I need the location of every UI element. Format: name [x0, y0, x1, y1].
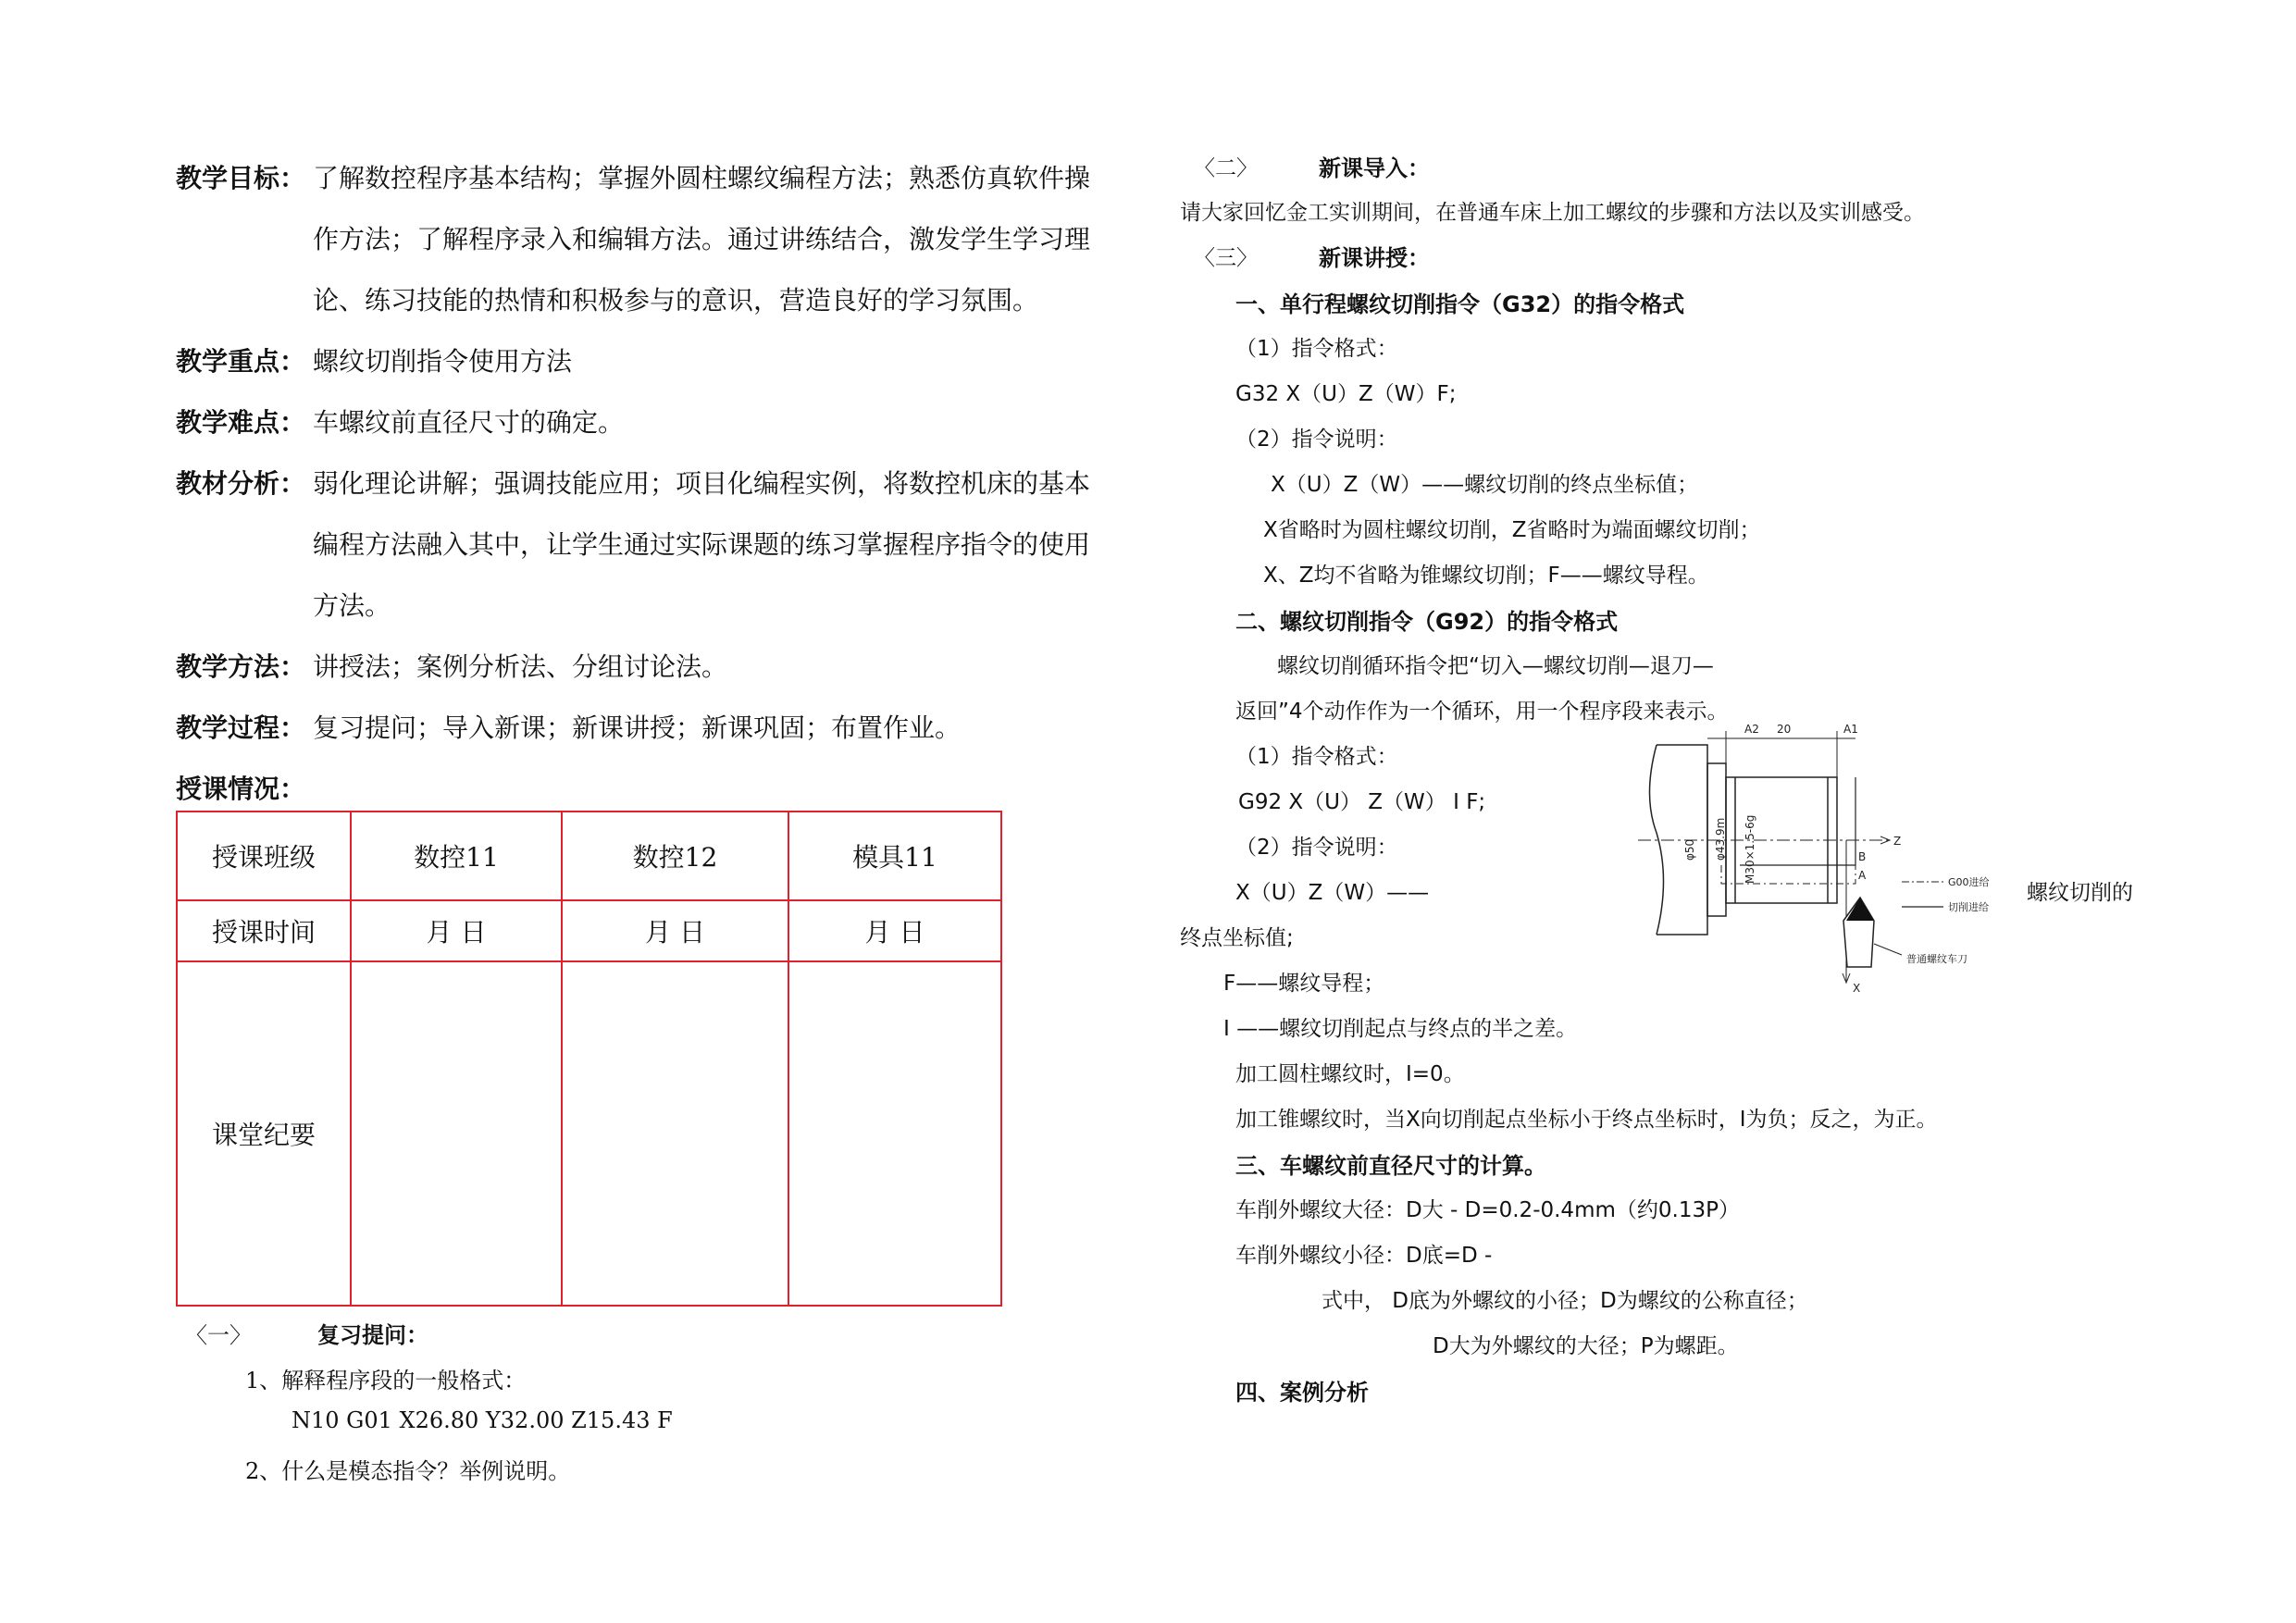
review-title: 复习提问： — [317, 1322, 428, 1348]
goal-line-2: 作方法；了解程序录入和编辑方法。通过讲练结合，激发学生学习理 — [313, 224, 1091, 254]
g92-explain-label: （2）指令说明： — [1235, 836, 1398, 860]
table-cell: 课堂纪要 — [177, 961, 351, 1306]
dim-label: A1 — [1843, 723, 1858, 736]
heading-g32: 一、单行程螺纹切削指令（G32）的指令格式 — [1235, 291, 1685, 317]
g92-text-2: 返回”4个动作作为一个循环，用一个程序段来表示。 — [1235, 700, 1729, 724]
lecture-title: 新课讲授： — [1319, 245, 1430, 271]
situation-label: 授课情况： — [176, 774, 306, 804]
thread-cutting-diagram — [1638, 722, 2156, 999]
table-cell: 月 日 — [562, 900, 788, 961]
g92-explain-3: I ——螺纹切削起点与终点的半之差。 — [1223, 1017, 1578, 1041]
review-number: 〈一〉 — [185, 1322, 252, 1348]
g92-text-1: 螺纹切削循环指令把“切入—螺纹切削—退刀— — [1277, 654, 1714, 678]
process-label: 教学过程： — [176, 712, 306, 743]
difficulty-text: 车螺纹前直径尺寸的确定。 — [313, 407, 625, 438]
difficulty-label: 教学难点： — [176, 407, 306, 438]
table-row — [177, 812, 1001, 900]
g32-explain-1: X（U）Z（W）——螺纹切削的终点坐标值； — [1271, 473, 1699, 497]
goal-label: 教学目标： — [176, 163, 306, 193]
diameter-line-1: 车削外螺纹大径：D大 - D=0.2-0.4mm（约0.13P） — [1235, 1198, 1740, 1222]
table-cell: 数控12 — [562, 812, 788, 900]
diameter-label: φ50 — [1683, 838, 1696, 861]
method-text: 讲授法；案例分析法、分组讨论法。 — [313, 651, 728, 682]
method-label: 教学方法： — [176, 651, 306, 682]
lecture-number: 〈三〉 — [1194, 246, 1258, 270]
table-cell: 月 日 — [788, 900, 1001, 961]
g32-format: G32 X（U）Z（W）F; — [1235, 382, 1457, 406]
g32-explain-label: （2）指令说明： — [1235, 427, 1398, 452]
point-b-label: B — [1858, 850, 1867, 863]
diameter-line-3: 式中， D底为外螺纹的小径；D为螺纹的公称直径； — [1322, 1289, 1808, 1313]
thread-label: M30×1.5-6g — [1744, 814, 1756, 884]
g92-format: G92 X（U） Z（W） I F; — [1238, 790, 1486, 814]
table-cell — [562, 961, 788, 1306]
table-cell: 授课班级 — [177, 812, 351, 900]
material-line-1: 弱化理论讲解；强调技能应用；项目化编程实例，将数控机床的基本 — [313, 468, 1091, 499]
g92-explain-4: 加工圆柱螺纹时，I=0。 — [1235, 1062, 1465, 1086]
heading-g92: 二、螺纹切削指令（G92）的指令格式 — [1235, 609, 1619, 635]
table-cell — [351, 961, 562, 1306]
table-cell — [788, 961, 1001, 1306]
key-text: 螺纹切削指令使用方法 — [313, 346, 573, 377]
tool-label: 普通螺纹车刀 — [1906, 953, 1967, 965]
intro-number: 〈二〉 — [1194, 156, 1258, 180]
dim-label: 20 — [1777, 723, 1792, 736]
g32-format-label: （1）指令格式： — [1235, 337, 1398, 361]
g92-explain-1-cont: 终点坐标值; — [1180, 926, 1294, 950]
key-label: 教学重点： — [176, 346, 306, 377]
g92-format-label: （1）指令格式： — [1235, 745, 1398, 769]
tool-tip-icon — [1846, 898, 1874, 921]
heading-diameter: 三、车螺纹前直径尺寸的计算。 — [1235, 1153, 1546, 1179]
table-cell: 数控11 — [351, 812, 562, 900]
process-text: 复习提问；导入新课；新课讲授；新课巩固；布置作业。 — [313, 712, 962, 743]
point-a-label: A — [1858, 869, 1867, 882]
diameter-label: φ43.9m — [1714, 817, 1727, 861]
table-cell: 模具11 — [788, 812, 1001, 900]
diameter-line-4: D大为外螺纹的大径；P为螺距。 — [1433, 1334, 1739, 1358]
table-row — [177, 961, 1001, 1306]
table-cell: 授课时间 — [177, 900, 351, 961]
g92-explain-2: F——螺纹导程； — [1223, 972, 1385, 996]
g92-explain-5: 加工锥螺纹时，当X向切削起点坐标小于终点坐标时，I为负；反之，为正。 — [1235, 1108, 1938, 1132]
axis-z-label: Z — [1893, 835, 1902, 848]
review-question-1-code: N10 G01 X26.80 Y32.00 Z15.43 F — [292, 1407, 673, 1433]
intro-text: 请大家回忆金工实训期间，在普通车床上加工螺纹的步骤和方法以及实训感受。 — [1180, 201, 1925, 225]
legend-cut: 切削进给 — [1948, 901, 1989, 913]
goal-line-1: 了解数控程序基本结构；掌握外圆柱螺纹编程方法；熟悉仿真软件操 — [313, 163, 1091, 193]
g32-explain-2: X省略时为圆柱螺纹切削，Z省略时为端面螺纹切削； — [1263, 518, 1761, 542]
heading-case: 四、案例分析 — [1235, 1380, 1369, 1406]
legend-rapid: G00进给 — [1948, 876, 1990, 888]
g92-explain-1-right: 螺纹切削的 — [2027, 881, 2133, 905]
material-line-3: 方法。 — [313, 590, 391, 621]
diameter-line-2: 车削外螺纹小径：D底=D - — [1235, 1244, 1493, 1268]
g32-explain-3: X、Z均不省略为锥螺纹切削；F——螺纹导程。 — [1263, 564, 1709, 588]
review-question-2: 2、什么是模态指令？举例说明。 — [245, 1458, 571, 1484]
intro-title: 新课导入： — [1319, 155, 1430, 181]
material-line-2: 编程方法融入其中，让学生通过实际课题的练习掌握程序指令的使用 — [313, 529, 1091, 560]
material-label: 教材分析： — [176, 468, 306, 499]
table-cell: 月 日 — [351, 900, 562, 961]
dim-label: A2 — [1744, 723, 1759, 736]
course-table — [176, 811, 1002, 1307]
goal-line-3: 论、练习技能的热情和积极参与的意识，营造良好的学习氛围。 — [313, 285, 1039, 316]
review-question-1: 1、解释程序段的一般格式： — [245, 1368, 527, 1394]
table-row — [177, 900, 1001, 961]
g92-explain-1: X（U）Z（W）—— — [1235, 881, 1430, 905]
axis-x-label: X — [1853, 982, 1861, 995]
